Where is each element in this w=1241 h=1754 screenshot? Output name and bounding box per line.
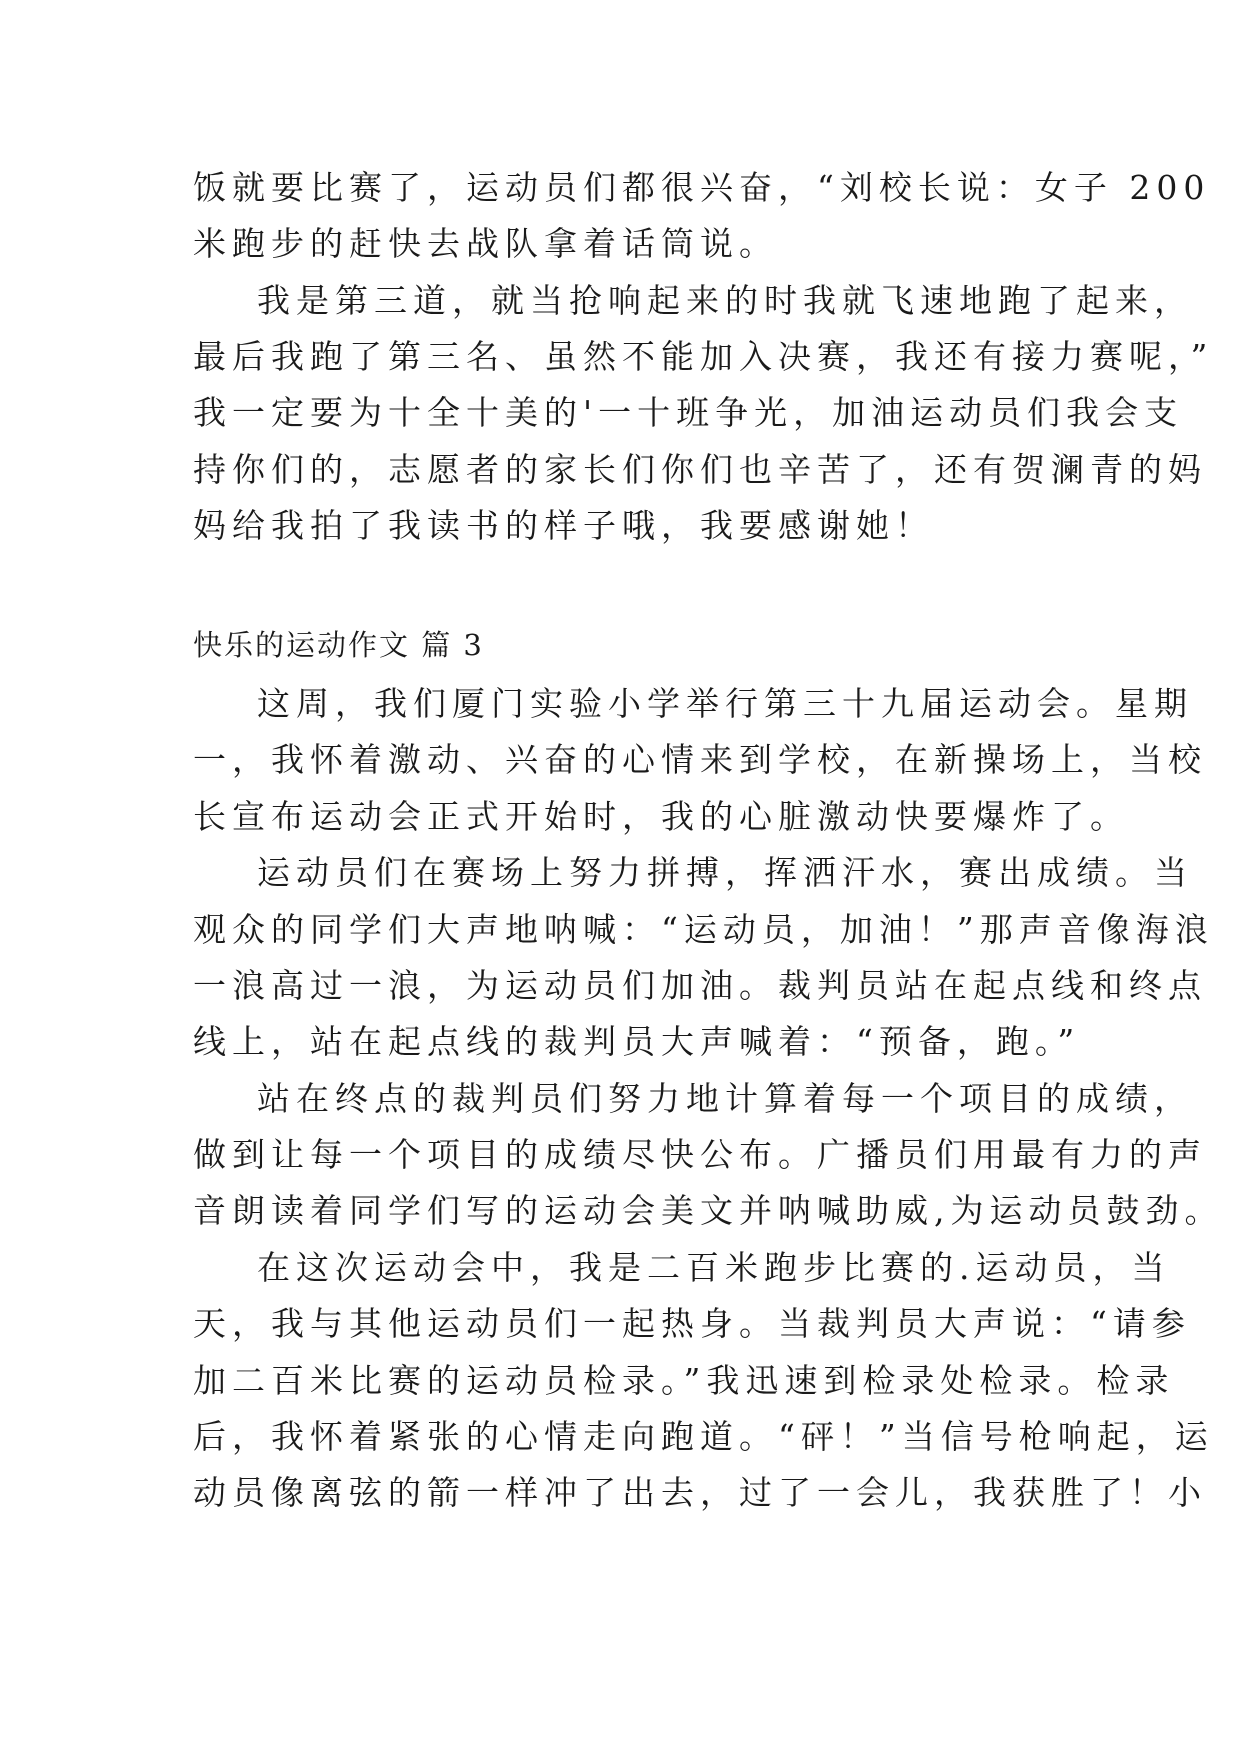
section-title: 快乐的运动作文 篇 3 [193, 628, 484, 662]
text-line: 站在终点的裁判员们努力地计算着每一个项目的成绩， [257, 1079, 1193, 1118]
text-line: 后，我怀着紧张的心情走向跑道。“砰！”当信号枪响起，运 [193, 1417, 1214, 1456]
text-line: 我是第三道，就当抢响起来的时我就飞速地跑了起来， [257, 281, 1193, 320]
text-line: 一浪高过一浪，为运动员们加油。裁判员站在起点线和终点 [193, 966, 1207, 1005]
text-line: 饭就要比赛了，运动员们都很兴奋，“刘校长说：女子 200 [193, 168, 1211, 207]
text-line: 米跑步的赶快去战队拿着话筒说。 [193, 224, 778, 263]
text-line: 加二百米比赛的运动员检录。”我迅速到检录处检录。检录 [193, 1361, 1175, 1400]
text-line: 我一定要为十全十美的'一十班争光，加油运动员们我会支 [193, 393, 1184, 432]
text-line: 动员像离弦的箭一样冲了出去，过了一会儿，我获胜了！小 [193, 1473, 1207, 1512]
text-line: 在这次运动会中，我是二百米跑步比赛的.运动员，当 [257, 1248, 1171, 1287]
text-line: 音朗读着同学们写的运动会美文并呐喊助威,为运动员鼓劲。 [193, 1191, 1224, 1230]
text-line: 最后我跑了第三名、虽然不能加入决赛，我还有接力赛呢，” [193, 337, 1214, 376]
text-line: 长宣布运动会正式开始时，我的心脏激动快要爆炸了。 [193, 797, 1129, 836]
text-line: 这周，我们厦门实验小学举行第三十九届运动会。星期 [257, 684, 1193, 723]
text-line: 线上，站在起点线的裁判员大声喊着：“预备，跑。” [193, 1022, 1081, 1061]
text-line: 做到让每一个项目的成绩尽快公布。广播员们用最有力的声 [193, 1135, 1207, 1174]
text-line: 运动员们在赛场上努力拼搏，挥洒汗水，赛出成绩。当 [257, 853, 1193, 892]
text-line: 一，我怀着激动、兴奋的心情来到学校，在新操场上，当校 [193, 740, 1207, 779]
text-line: 观众的同学们大声地呐喊：“运动员，加油！”那声音像海浪 [193, 910, 1214, 949]
text-line: 妈给我拍了我读书的样子哦，我要感谢她！ [193, 506, 934, 545]
text-line: 天，我与其他运动员们一起热身。当裁判员大声说：“请参 [193, 1304, 1191, 1343]
text-line: 持你们的，志愿者的家长们你们也辛苦了，还有贺澜青的妈 [193, 450, 1207, 489]
